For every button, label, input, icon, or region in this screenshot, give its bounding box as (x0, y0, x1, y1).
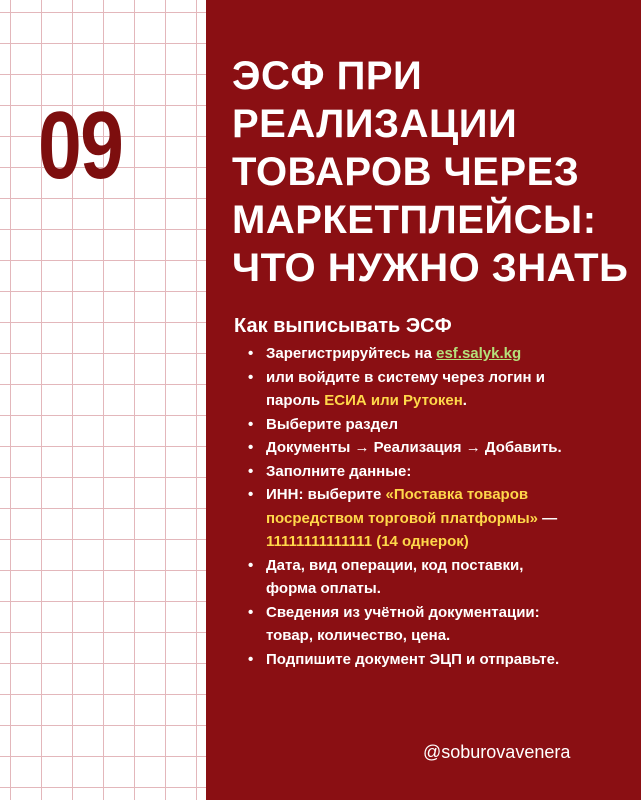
list-item (244, 601, 624, 648)
step-text: . (462, 392, 467, 409)
title-line: ТОВАРОВ ЧЕРЕЗ (232, 150, 580, 194)
list-item (244, 436, 624, 460)
list-item (244, 413, 624, 437)
author-handle: @soburovavenera (423, 742, 571, 762)
list-item (244, 483, 624, 554)
highlight-text: посредством торговой платформы» (266, 509, 538, 527)
step-text: Подпишите документ ЭЦП и отправьте. (266, 650, 560, 668)
bullet-icon: • (248, 368, 254, 386)
step-text: Документы → Реализация → Добавить. (266, 439, 562, 456)
step-text: Дата, вид операции, код поставки, (266, 556, 524, 574)
step-text: пароль (266, 392, 325, 409)
title-line: РЕАЛИЗАЦИИ (232, 102, 518, 146)
list-item (244, 342, 624, 366)
step-text: товар, количество, цена. (266, 627, 451, 644)
step-text: или войдите в систему через логин и (266, 368, 545, 386)
step-text: Зарегистрируйтесь на (266, 345, 437, 362)
section-subtitle: Как выписывать ЭСФ (234, 315, 452, 337)
list-item (244, 366, 624, 413)
step-text: форма оплаты. (266, 580, 381, 597)
highlight-text: ЕСИА или Рутокен (324, 392, 463, 409)
step-text: — (537, 509, 558, 527)
list-item (244, 460, 624, 484)
title-line: ЭСФ ПРИ (232, 54, 423, 98)
title-line: МАРКЕТПЛЕЙСЫ: (232, 198, 597, 242)
list-item (244, 648, 624, 672)
highlight-text: «Поставка товаров (385, 486, 529, 503)
bullet-icon: • (248, 603, 254, 621)
esf-link[interactable]: esf.salyk.kg (436, 345, 522, 362)
list-item (244, 554, 624, 601)
bullet-icon: • (248, 345, 254, 362)
step-text: Заполните данные: (266, 462, 412, 480)
slide-number: 09 (38, 92, 123, 199)
bullet-icon: • (248, 415, 254, 433)
title-line: ЧТО НУЖНО ЗНАТЬ (232, 246, 629, 290)
bullet-icon: • (248, 486, 254, 503)
step-text: ИНН: выберите (266, 486, 386, 503)
bullet-icon: • (248, 556, 254, 574)
bullet-icon: • (248, 650, 254, 668)
bullet-icon: • (248, 439, 254, 456)
page-title (232, 52, 632, 292)
step-text: Выберите раздел (266, 415, 399, 433)
bullet-icon: • (248, 462, 254, 480)
step-text: Сведения из учётной документации: (266, 603, 540, 621)
steps-list (244, 342, 624, 671)
highlight-text: 11111111111111 (14 однерок) (266, 533, 469, 550)
